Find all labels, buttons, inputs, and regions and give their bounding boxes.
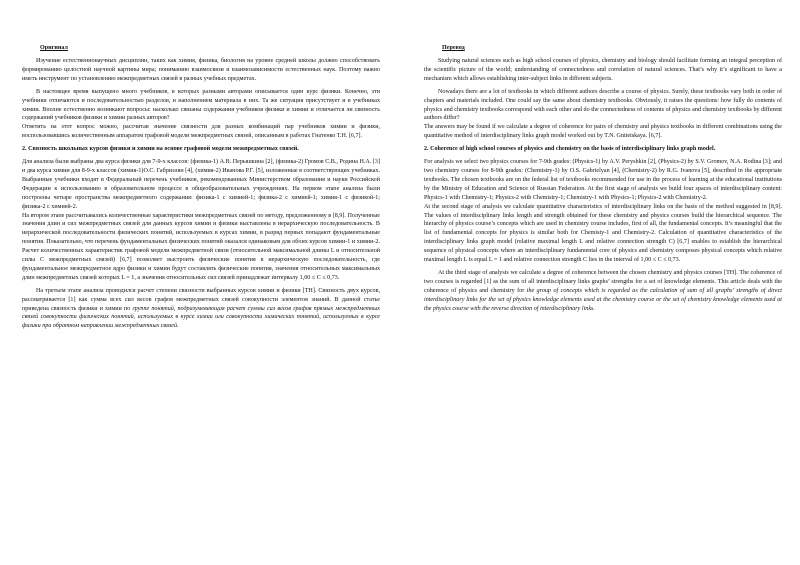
original-section-2-title: 2. Связность школьных курсов физики и химии на основе графовой модели межпредметных связей. xyxy=(22,146,299,153)
translation-paragraph-6 xyxy=(424,269,782,314)
original-paragraph-6-italic: группе понятий, подразумевающая расчет суммы сил весов графов прямых межпредметных связей совокупности физических понятий, используемых в курсе химии или совокупности химических понятий, используемых в курсе физики при обратном направлении межпредметных связей. xyxy=(22,305,380,330)
translation-paragraph-3: The answers may be found if we calculate a degree of coherence for pairs of chemistry and physics textbooks in different combinations using the quantitative method of interdisciplinary links graph model worked out by T.N. Gnitetskaya. [6,7]. xyxy=(424,124,782,140)
translation-paragraph-4: For analysis we select two physics courses for 7-9th grades: (Physics-1) by A.V. Peryshkin [2], (Physics-2) by S.V. Gromov, N.A. Rodina [3]; and two chemistry courses for 8-9th grades: (Chemistry-1) by O.S. Gabrielyan [4], (Chemistry-2) by R.G. Ivanova [5], described in the appropriate textbooks. The chosen textbooks are on the federal list of textbooks recommended for use in the process of learning at the educational institutions by the Ministry of Education and Science of Russian Federation. At the first stage of analysis we build four spaces of interdisciplinary content: Physics-1 with Chemistry-1; Physics-2 with Chemistry-1; Chemistry-1 with Physics-1; Physics-2 with Chemistry-2. xyxy=(424,159,782,201)
original-paragraph-5: На втором этапе рассчитывались количественные характеристики межпредметных связей по методу, предложенному в [8,9]. Полученные значения длин и сил межпредметных связей для данных курсов химии и физики выставлены в иерархическую последовательность. В иерархической последовательности физических понятий, используемых в курсах химии, в разряд первых попадают фундаментальные понятия. Показательно, что перечень фундаментальных физических понятий оказался одинаковым для обоих курсов химии-1 и химии-2. Расчет количественных характеристик графовой модели межпредметной связи (относительной максимальной длины L и относительной силы C межпредметных связей) [6,7] позволяет выстроить физические понятия в иерархическую последовательность, где фундаментальное межпредметное ядро физики и химии будут составлять физические понятия, значения относительных максимальных длин межпредметных связей которых L = 1, а значения относительных сил связей принадлежат интервалу 1,00 ≤ C ≤ 0,73. xyxy=(22,212,380,281)
translation-paragraph-2: Nowadays there are a lot of textbooks in which different authors describe a course of physics. Surely, these textbooks vary both in order of chapters and materials included. One could say the same about chemistry textbooks. Obviously, it raises the questions: how fully do contents of physics and chemistry textbooks correspond with each other and do the connectedness of contents of physics and chemistry textbooks by different authors differ? xyxy=(424,88,782,122)
translation-paragraph-6-italic: the group of concepts which is regarded as the calculation of sum of all graphs’ strengths of direct interdisciplinary links for the set of physics knowledge elements used at the chemistry course or the set of chemistry knowledge elements used at the physics course with the reverse direction of interdisciplinary links. xyxy=(424,287,783,312)
original-paragraph-3: Ответить на этот вопрос можно, рассчитав значение связности для разных комбинаций пар учебников химии и физики, воспользовавшись количественным аппаратом графовой модели межпредметных связей, описанным в работах Гнатенко Т.Н. [6,7]. xyxy=(22,124,380,140)
original-paragraph-6-plain: На третьем этапе анализа проводился расчет степени связности выбранных курсов химии и физики [ТН]. Связность двух курсов, рассматривается [1] как сумма всех сил весов графов межпредметных связей совокупности элементов знаний. В данной статье приведена связность физики и химии по xyxy=(22,287,380,312)
translation-section-2-title: 2. Coherence of high school courses of physics and chemistry on the basis of interdisciplinary links graph model. xyxy=(424,146,716,153)
original-paragraph-6 xyxy=(22,287,380,332)
translation-paragraph-1: Studying natural sciences such as high school courses of physics, chemistry and biology should facilitate forming an integral perception of the scientific picture of the world; understanding of connectedness and correlation of natural sciences. That’s why it’s significant to have a mechanism which allows establishing inter-subject links in different subjects. xyxy=(424,58,782,82)
original-heading: Оригинал xyxy=(40,45,68,51)
translation-column xyxy=(424,44,782,313)
original-paragraph-4: Для анализа были выбраны два курса физики для 7-9-х классов: (физика-1) А.В. Перышкина [2], (физика-2) Громов С.В., Родина Н.А. [3] и два курса химии для 8-9-х классов (химия-1)О.С. Габриэлян [4], (химия-2) Иванова Р.Г. [5], изложенные в соответствующих учебниках. Выбранные учебники входят в Федеральный перечень учебников, рекомендованных Министерством образования и науки Российской Федерации к использованию в образовательном процессе в общеобразовательных учреждениях. На первом этапе анализа были построены четыре пространства межпредметного содержания: физика-1 с химией-1; физика-2 с химией-1; химия-1 с физикой-1; физика-2 с химией-2. xyxy=(22,159,380,210)
original-paragraph-2: В настоящее время выпущено много учебников, в которых разными авторами описывается один курс физики. Конечно, эти учебники отличаются и последовательностью разделов, и наполнением материала в них. Та же ситуация присутствует и в учебниках химии. Вполне естественно возникают вопросы: насколько связаны содержания учебников физики и химии и отличается ли связность содержаний учебников физики и химии разных авторов? xyxy=(22,88,380,122)
original-column xyxy=(22,44,380,331)
translation-paragraph-5: At the second stage of analysis we calculate quantitative characteristics of interdisciplinary links on the basis of the method suggested in [8,9]. The values of interdisciplinary links length and strength obtained for these chemistry and physics courses build the hierarchical sequence. The hierarchy of physics course’s concepts which are used in chemistry course includes, first of all, the fundamental concepts. It’s meaningful that the list of fundamental concepts for physics is similar both for Chemisty-1 and Chemistry-2. Calculation of quantitative characteristics of the interdisciplinary links graph model (relative maximal length L and relative connection strength C) [6,7] enables to establish the hierarchical sequence of physical concepts where an interdisciplinary fundamental core of physics and chemistry composes physical concepts which relative maximal length L is equal L = 1 and relative connection strength C lies in the interval of 1,00 ≤ C ≤ 0,73. xyxy=(424,203,782,264)
translation-heading: Перевод xyxy=(442,45,465,51)
original-paragraph-1: Изучение естественнонаучных дисциплин, таких как химия, физика, биология на уровне средней школы должно способствовать формированию целостной научной картины мира; пониманию взаимосвязи и взаимозависимости естественных наук. Поэтому важно иметь инструмент по установлению межпредметных связей в разных учебных предметах. xyxy=(22,58,380,82)
translation-paragraph-6-plain: At the third stage of analysis we calculate a degree of coherence between the chosen chemistry and physics courses [TH]. The coherence of two courses is regarded [1] as the sum of all interdisciplinary links graphs’ strengths for a set of knowledge elements. This article deals with the coherence of physics and chemistry for xyxy=(424,269,782,294)
